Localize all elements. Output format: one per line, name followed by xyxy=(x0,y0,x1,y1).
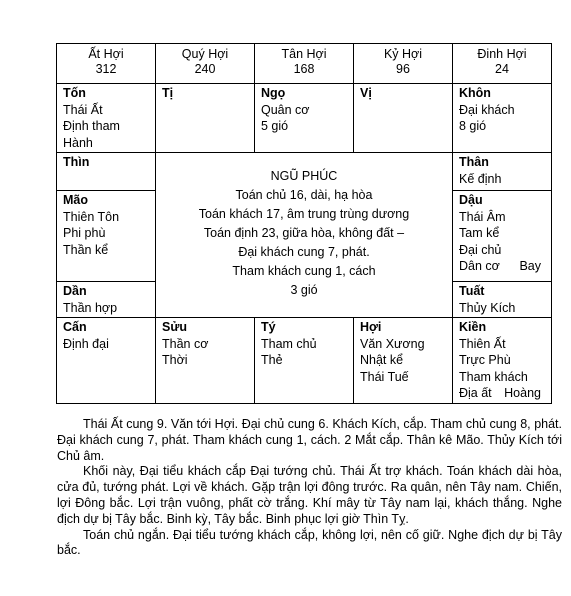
cell-can xyxy=(57,318,156,404)
cell-tuat xyxy=(453,282,552,318)
cell-kien xyxy=(453,318,552,404)
cell-line: 8 gió xyxy=(459,119,487,133)
center-line: Đại khách cung 7, phát. xyxy=(238,245,370,259)
cell-title: Dậu xyxy=(459,193,483,207)
cell-line: Tham khách xyxy=(459,369,528,384)
cell-line: 5 gió xyxy=(261,119,289,133)
header-value: 168 xyxy=(293,62,315,76)
cell-title: Ngọ xyxy=(261,86,286,100)
cell-line: Thái Âm xyxy=(459,209,506,224)
cell-title: Thìn xyxy=(63,155,90,169)
cell-title: Tị xyxy=(162,86,174,100)
header-name: Đinh Hợi xyxy=(477,47,527,61)
cell-dan xyxy=(57,282,156,318)
center-panel xyxy=(156,153,453,318)
grid-row xyxy=(57,318,552,404)
cell-line: Tham chủ xyxy=(261,336,317,351)
cell-line: Kế định xyxy=(459,171,502,186)
paragraph: Toán chủ ngắn. Đại tiểu tướng khách cắp, không lợi, nên cố giữ. Nghe địch dự bị Tây bắc. xyxy=(57,527,562,558)
cell-line: Nhật kể xyxy=(360,353,404,367)
grid-row xyxy=(57,84,552,153)
center-title: NGŨ PHÚC xyxy=(270,169,338,183)
cell-title: Vị xyxy=(360,86,372,100)
cell-khon xyxy=(453,84,552,153)
cell-mao xyxy=(57,191,156,282)
header-value: 24 xyxy=(495,62,509,76)
header-name: Tân Hợi xyxy=(281,47,327,61)
cell-line: Quân cơ xyxy=(261,102,310,117)
cell-line: Đại khách xyxy=(459,102,515,117)
cell-line: Văn Xương xyxy=(360,336,425,351)
grid-row xyxy=(57,153,552,191)
cell-title: Tuất xyxy=(459,284,485,298)
cell-line: Trực Phù xyxy=(459,353,511,367)
cell-line: Hoàng xyxy=(504,386,541,400)
cell-line: Tam kể xyxy=(459,226,500,240)
center-line: Toán định 23, giữa hòa, không đất – xyxy=(203,226,405,240)
palace-grid xyxy=(56,43,552,404)
body-text xyxy=(57,417,562,559)
paragraph: Khối này, Đại tiểu khách cắp Đại tướng chủ. Thái Ất trợ khách. Toán khách dài hòa, cửa đủ, tướng phát. Lợi về khách. Gặp trận lợi đông trước. Ra quân, nên Tây nam. Chiến, lợi Đông bắc. Lợi trận vuông, phất cờ trắng. Khí mây từ Tây nam lại, khách thắng. Nghe địch dự bị Tây bắc. Binh kỳ, Tây bắc. Binh phục lợi giờ Thìn Tỵ. xyxy=(57,464,562,526)
center-line: Tham khách cung 1, cách xyxy=(232,264,376,278)
header-cell xyxy=(156,44,255,84)
cell-line: Thời xyxy=(162,353,188,367)
cell-title: Sửu xyxy=(162,320,188,334)
cell-ty xyxy=(255,318,354,404)
cell-line: Đại chủ xyxy=(459,242,502,257)
cell-line: Thẻ xyxy=(261,353,283,367)
header-value: 240 xyxy=(194,62,216,76)
cell-line: Thiên Ất xyxy=(459,336,506,351)
cell-line: Định tham xyxy=(63,119,120,133)
cell-line: Địa ất xyxy=(459,386,492,400)
cell-line: Phi phù xyxy=(63,226,106,240)
center-line: Toán khách 17, âm trung trùng dương xyxy=(198,207,410,221)
cell-ti xyxy=(156,84,255,153)
paragraph: Thái Ất cung 9. Văn tới Hợi. Đại chủ cung 6. Khách Kích, cắp. Tham chủ cung 8, phát. Đại khách cung 7, phát. Tham khách cung 1, cách. 2 Mắt cắp. Thân kê Mão. Thủy Kích tới Chủ âm. xyxy=(57,417,562,463)
cell-title: Kiền xyxy=(459,320,487,334)
cell-hoi xyxy=(354,318,453,404)
cell-line: Thần kể xyxy=(63,242,109,257)
center-line: 3 gió xyxy=(290,283,318,297)
header-cell xyxy=(453,44,552,84)
cell-line: Thần cơ xyxy=(162,336,209,351)
header-cell xyxy=(57,44,156,84)
cell-line: Thái Ất xyxy=(63,102,103,117)
cell-line: Thần hợp xyxy=(63,300,118,315)
cell-thin xyxy=(57,153,156,191)
cell-line-split xyxy=(459,258,551,275)
cell-title: Dần xyxy=(63,284,87,298)
cell-dau xyxy=(453,191,552,282)
header-name: Ất Hợi xyxy=(88,47,124,61)
cell-ton xyxy=(57,84,156,153)
header-value: 96 xyxy=(396,62,410,76)
cell-suu xyxy=(156,318,255,404)
cell-line: Dân cơ xyxy=(459,259,500,273)
cell-line: Hành xyxy=(63,135,93,150)
header-cell xyxy=(354,44,453,84)
header-row xyxy=(57,44,552,84)
cell-title: Thân xyxy=(459,155,489,169)
cell-title: Mão xyxy=(63,193,88,207)
cell-title: Cấn xyxy=(63,320,87,334)
cell-line-split xyxy=(459,385,551,402)
cell-vi xyxy=(354,84,453,153)
cell-line: Định đại xyxy=(63,336,109,351)
cell-line: Thủy Kích xyxy=(459,300,516,315)
cell-title: Khôn xyxy=(459,86,491,100)
cell-than xyxy=(453,153,552,191)
cell-line: Bay xyxy=(519,259,541,273)
header-name: Kỷ Hợi xyxy=(383,47,423,61)
cell-title: Tốn xyxy=(63,86,86,100)
cell-line: Thái Tuế xyxy=(360,369,409,384)
cell-ngo xyxy=(255,84,354,153)
center-line: Toán chủ 16, dài, hạ hòa xyxy=(235,188,373,202)
cell-title: Hợi xyxy=(360,320,382,334)
header-value: 312 xyxy=(95,62,117,76)
cell-line: Thiên Tôn xyxy=(63,209,120,224)
cell-title: Tý xyxy=(261,320,276,334)
header-name: Quý Hợi xyxy=(181,47,229,61)
header-cell xyxy=(255,44,354,84)
